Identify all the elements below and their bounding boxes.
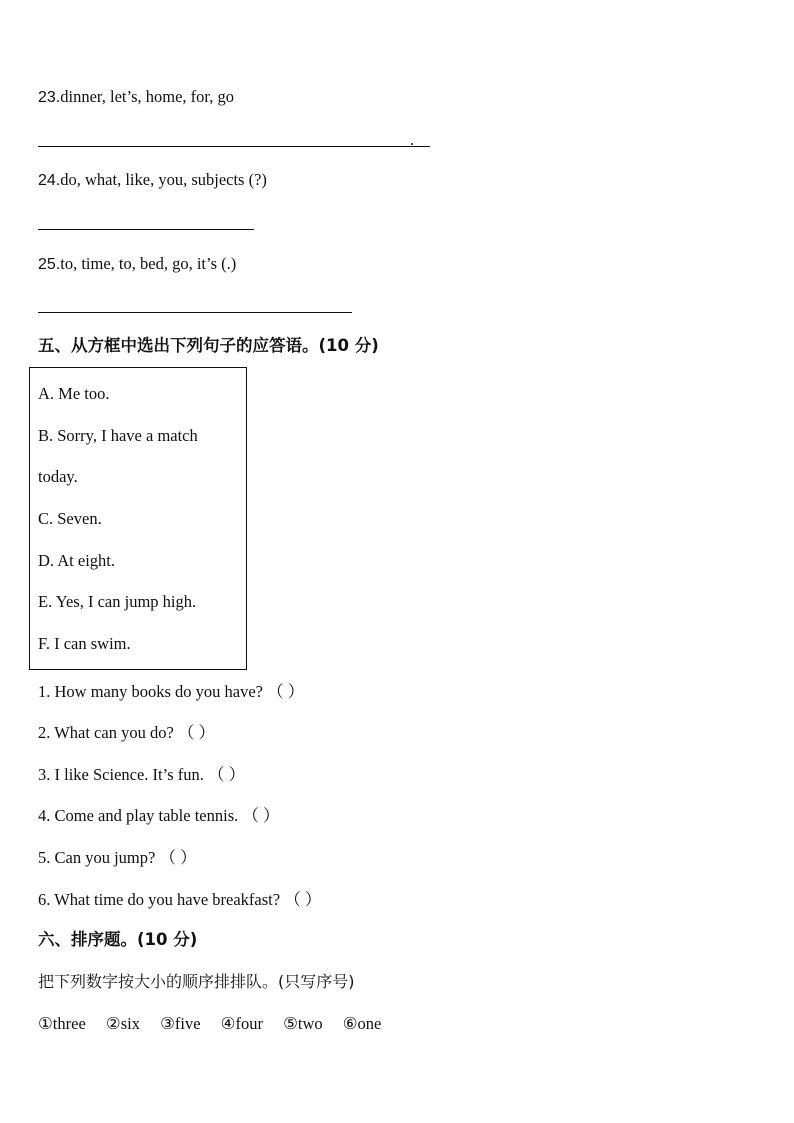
number-word-item: ⑥one xyxy=(342,1014,382,1033)
response-question-4 xyxy=(38,806,280,826)
question-text: 2. What can you do? xyxy=(38,723,174,742)
question-text: 5. Can you jump? xyxy=(38,848,156,867)
question-23 xyxy=(38,87,234,108)
option-a: A. Me too. xyxy=(38,384,110,403)
section-6-heading: 六、排序题。(10 分) xyxy=(38,930,198,949)
option-d: D. At eight. xyxy=(38,551,115,570)
option-f: F. I can swim. xyxy=(38,634,131,653)
answer-blank[interactable]: （ ） xyxy=(284,890,322,909)
section-5-heading: 五、从方框中选出下列句子的应答语。(10 分) xyxy=(38,336,379,355)
section-6-instruction: 把下列数字按大小的顺序排排队。(只写序号) xyxy=(38,972,355,991)
response-question-3 xyxy=(38,765,245,785)
question-text: 1. How many books do you have? xyxy=(38,682,264,701)
number-word-item: ④four xyxy=(220,1014,263,1033)
answer-blank[interactable]: （ ） xyxy=(177,723,216,742)
question-words: to, time, to, bed, go, it’s (.) xyxy=(60,254,237,273)
answer-blank[interactable]: （ ） xyxy=(242,806,280,825)
question-number: 24. xyxy=(38,172,61,189)
question-words: do, what, like, you, subjects (?) xyxy=(60,170,267,189)
answer-line-24[interactable] xyxy=(38,229,254,230)
answer-line-25[interactable] xyxy=(38,312,352,313)
question-words: dinner, let’s, home, for, go xyxy=(60,87,234,106)
option-e: E. Yes, I can jump high. xyxy=(38,592,197,611)
response-question-1 xyxy=(38,682,304,702)
question-number: 23. xyxy=(38,89,61,106)
response-question-6 xyxy=(38,890,321,910)
number-word-item: ②six xyxy=(105,1014,140,1033)
number-word-item: ⑤two xyxy=(283,1014,323,1033)
question-25 xyxy=(38,254,236,275)
answer-line-23[interactable] xyxy=(38,146,430,147)
answer-blank[interactable]: （ ） xyxy=(159,848,197,867)
option-c: C. Seven. xyxy=(38,509,102,528)
question-number: 25. xyxy=(38,256,61,273)
number-word-item: ③five xyxy=(160,1014,201,1033)
question-text: 3. I like Science. It’s fun. xyxy=(38,765,204,784)
option-b: B. Sorry, I have a match xyxy=(38,426,198,445)
option-b-continued: today. xyxy=(38,467,78,486)
question-24 xyxy=(38,170,267,191)
answer-line-end-mark: . xyxy=(410,130,415,149)
question-text: 4. Come and play table tennis. xyxy=(38,806,239,825)
number-word-list xyxy=(38,1013,397,1035)
response-question-5 xyxy=(38,848,197,868)
question-text: 6. What time do you have breakfast? xyxy=(38,890,281,909)
response-question-2 xyxy=(38,723,215,743)
answer-blank[interactable]: （ ） xyxy=(267,682,305,701)
number-word-item: ①three xyxy=(38,1014,86,1033)
answer-blank[interactable]: （ ） xyxy=(208,765,246,784)
